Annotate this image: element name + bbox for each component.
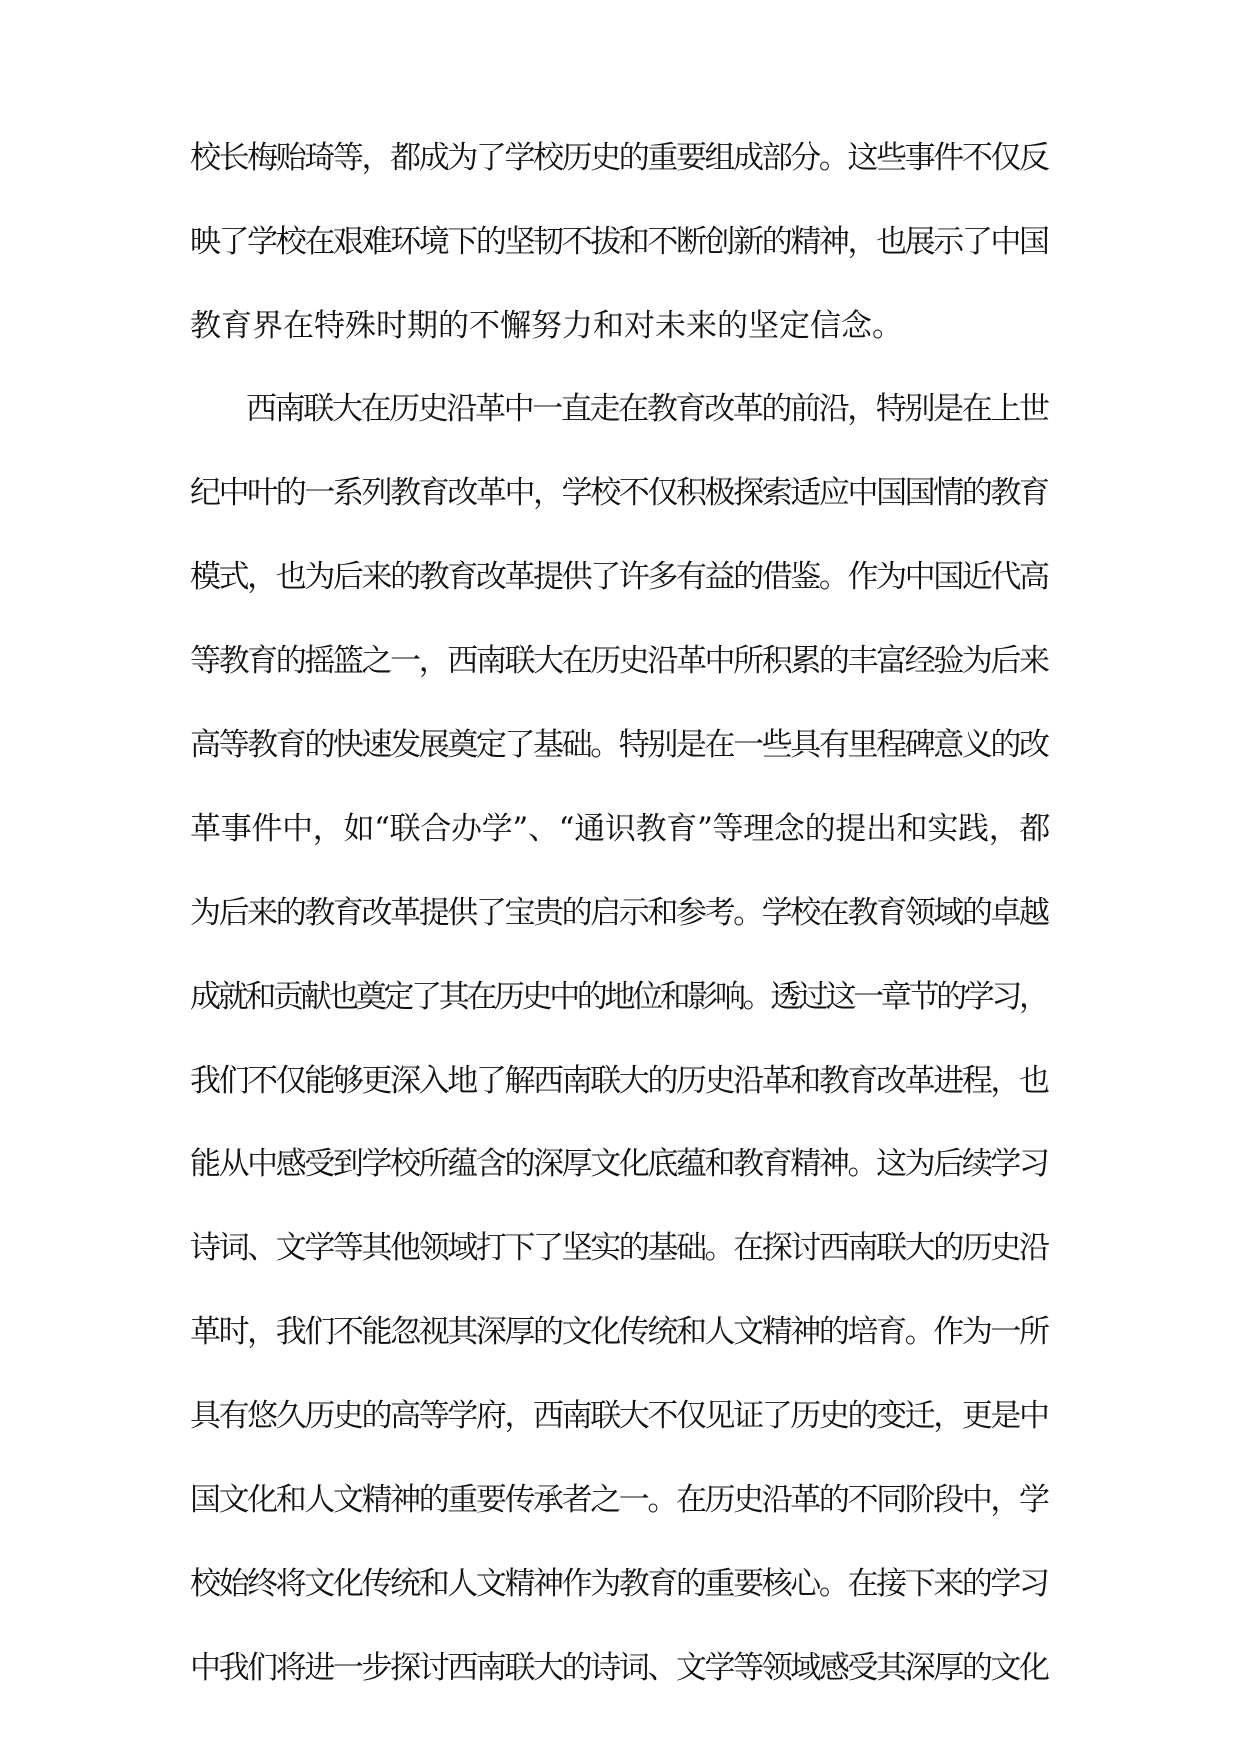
text-line: 映了学校在艰难环境下的坚韧不拔和不断创新的精神，也展示了中国 (190, 224, 1048, 260)
text-line: 我们不仅能够更深入地了解西南联大的历史沿革和教育改革进程，也 (190, 1063, 1048, 1099)
text-line: 纪中叶的一系列教育改革中，学校不仅积极探索适应中国国情的教育 (190, 475, 1048, 511)
text-line: 教育界在特殊时期的不懈努力和对未来的坚定信念。 (190, 308, 903, 344)
text-line: 能从中感受到学校所蕴含的深厚文化底蕴和教育精神。这为后续学习 (190, 1146, 1048, 1182)
text-line: 诗词、文学等其他领域打下了坚实的基础。在探讨西南联大的历史沿 (190, 1230, 1048, 1266)
text-line: 等教育的摇篮之一，西南联大在历史沿革中所积累的丰富经验为后来 (190, 643, 1048, 679)
paragraph-first-line: 西南联大在历史沿革中一直走在教育改革的前沿，特别是在上世 (246, 391, 1048, 427)
text-line: 模式，也为后来的教育改革提供了许多有益的借鉴。作为中国近代高 (190, 559, 1048, 595)
text-line: 成就和贡献也奠定了其在历史中的地位和影响。透过这一章节的学习， (190, 979, 1047, 1015)
text-line: 具有悠久历史的高等学府，西南联大不仅见证了历史的变迁，更是中 (190, 1398, 1048, 1434)
text-line: 校长梅贻琦等，都成为了学校历史的重要组成部分。这些事件不仅反 (190, 140, 1048, 176)
text-line: 革时，我们不能忽视其深厚的文化传统和人文精神的培育。作为一所 (190, 1314, 1048, 1350)
text-line: 中我们将进一步探讨西南联大的诗词、文学等领域感受其深厚的文化 (190, 1650, 1048, 1686)
text-line: 高等教育的快速发展奠定了基础。特别是在一些具有里程碑意义的改 (190, 727, 1048, 763)
text-line: 革事件中，如“联合办学”、“通识教育”等理念的提出和实践，都 (190, 811, 1050, 847)
text-line: 校始终将文化传统和人文精神作为教育的重要核心。在接下来的学习 (190, 1566, 1048, 1602)
text-line: 为后来的教育改革提供了宝贵的启示和参考。学校在教育领域的卓越 (190, 895, 1048, 931)
text-line: 国文化和人文精神的重要传承者之一。在历史沿革的不同阶段中，学 (190, 1482, 1048, 1518)
